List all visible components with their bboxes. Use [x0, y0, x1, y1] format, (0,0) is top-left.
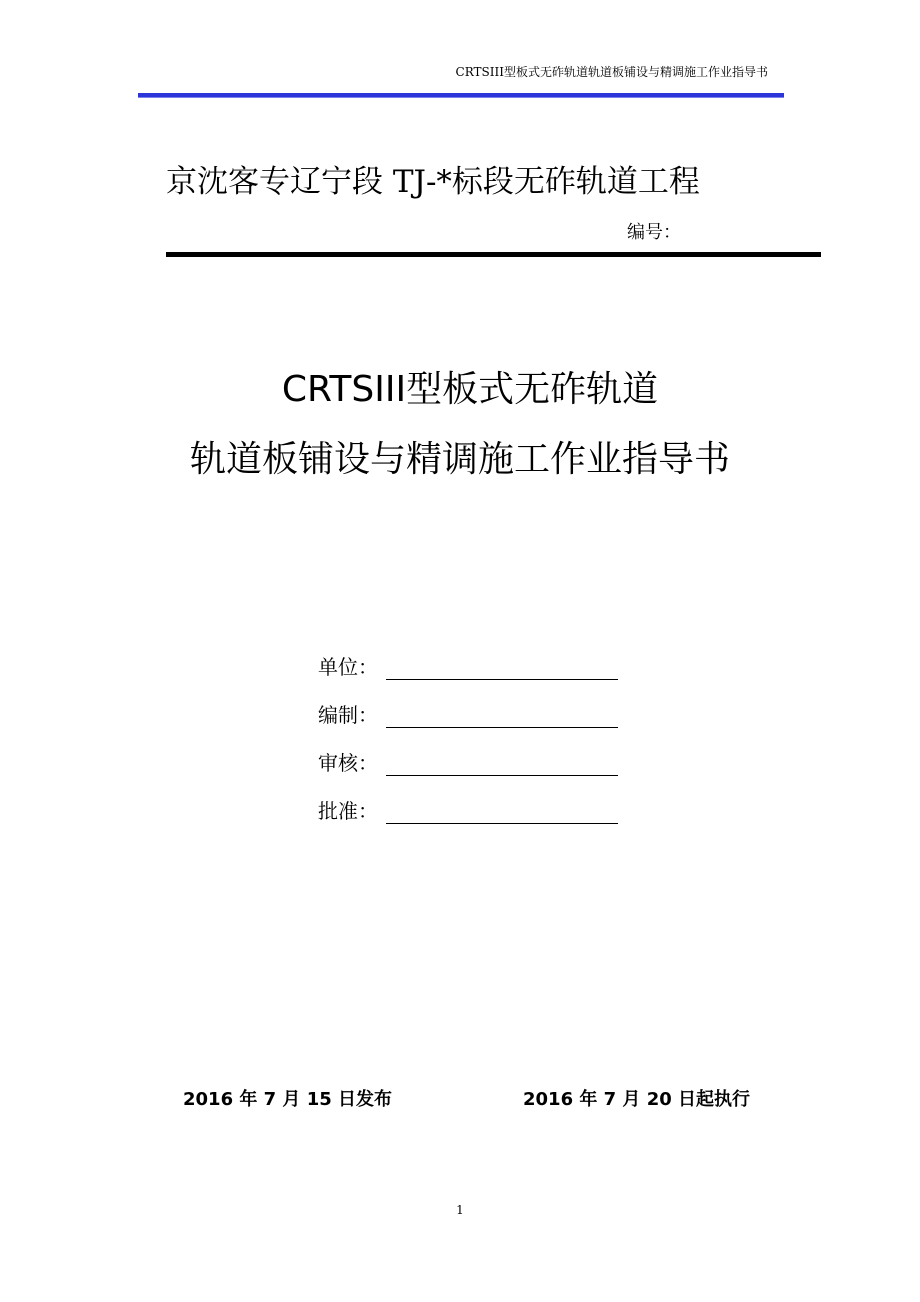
document-title-line-1: CRTSIII型板式无砟轨道	[281, 369, 659, 410]
page-number: 1	[456, 1203, 464, 1217]
project-title: 京沈客专辽宁段 TJ-*标段无砟轨道工程	[166, 164, 700, 200]
reviewed-label: 审核：	[318, 751, 378, 775]
compiled-blank-line	[386, 727, 618, 728]
reviewed-blank-line	[386, 775, 618, 776]
header-divider	[138, 93, 784, 98]
document-title-line-2: 轨道板铺设与精调施工作业指导书	[189, 439, 730, 480]
publish-date: 2016 年 7 月 15 日发布	[183, 1089, 393, 1110]
approved-label: 批准：	[318, 799, 378, 823]
running-header-title: CRTSIII型板式无砟轨道轨道板铺设与精调施工作业指导书	[455, 65, 768, 79]
unit-label: 单位：	[318, 655, 378, 679]
effective-date: 2016 年 7 月 20 日起执行	[523, 1089, 751, 1110]
signoff-row-compiled	[318, 700, 628, 730]
unit-blank-line	[386, 679, 618, 680]
compiled-label: 编制：	[318, 703, 378, 727]
signoff-row-approved	[318, 796, 628, 826]
title-divider	[166, 252, 821, 257]
approved-blank-line	[386, 823, 618, 824]
document-code-label: 编号：	[627, 222, 681, 243]
signoff-row-reviewed	[318, 748, 628, 778]
signoff-row-unit	[318, 652, 628, 682]
